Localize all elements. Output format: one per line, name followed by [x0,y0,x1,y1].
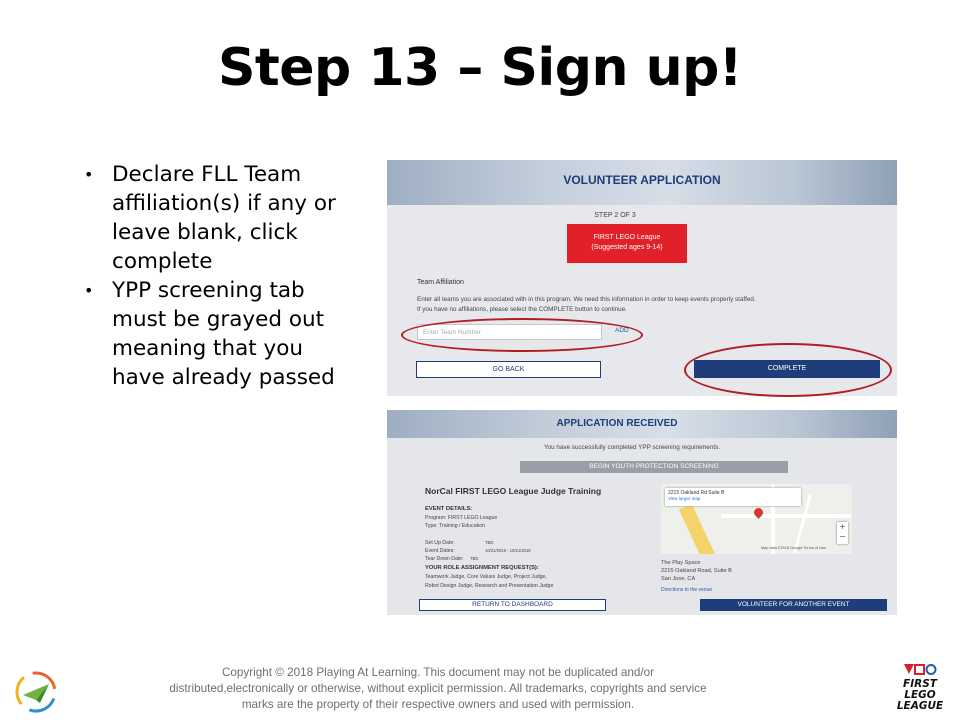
instruction-list [82,160,342,392]
view-larger-map-link[interactable]: View larger map [668,496,701,501]
go-back-button[interactable]: GO BACK [416,361,601,378]
event-dates-value: 10/21/2018 - 10/21/2018 [485,548,531,553]
return-to-dashboard-button[interactable]: RETURN TO DASHBOARD [419,599,606,611]
set-up-date-value: TBD [485,540,494,545]
set-up-date-label: Set Up Date: [425,540,455,546]
map-card-address: 2215 Oakland Rd Suite B [668,490,725,496]
copyright-line-3: marks are the property of their respective owners and used with permission. [241,698,635,711]
event-dates-label: Event Dates: [425,548,455,554]
copyright-line-1: Copyright © 2018 Playing At Learning. This document may not be duplicated and/or [221,666,654,679]
map-zoom-controls[interactable]: + − [837,522,848,544]
slide-title: Step 13 – Sign up! [217,38,743,98]
venue-map[interactable] [661,484,852,554]
instruction-bullet-2: • YPP screening tab must be grayed out meaning that you have already passed [82,276,342,392]
copyright-line-2: distributed,electronically or otherwise, without explicit permission. All trademarks, copyrights and service [169,682,707,695]
venue-street: 2215 Oakland Road, Suite B [661,568,732,574]
event-type: Type: Training / Education [425,523,485,529]
copyright-notice [120,665,756,713]
venue-name: The Play Space [661,560,701,566]
fll-logo-league: LEAGUE [896,700,944,712]
affiliation-instructions: Enter all teams you are associated with in this program. We need this information in order to keep events properly staffed. [417,296,756,303]
volunteer-for-another-event-button[interactable]: VOLUNTEER FOR ANOTHER EVENT [700,599,887,611]
youth-protection-screening-button: BEGIN YOUTH PROTECTION SCREENING [520,461,788,473]
event-program: Program: FIRST LEGO League [425,515,498,521]
step-indicator: STEP 2 OF 3 [594,212,636,219]
tear-down-date-value: TBD [470,556,479,561]
fll-logo-first: FIRST [903,678,937,690]
application-received-screenshot [387,410,897,615]
ypp-status-message: You have successfully completed YPP screening requirements. [544,444,720,451]
program-name: FIRST LEGO League [593,234,661,241]
venue-city: San Jose, CA [661,576,696,582]
complete-button[interactable]: COMPLETE [694,360,880,378]
application-received-title: APPLICATION RECEIVED [556,418,678,429]
instruction-bullet-1: • Declare FLL Team affiliation(s) if any or leave blank, click complete [82,160,342,276]
program-card[interactable] [567,224,687,263]
volunteer-application-title: VOLUNTEER APPLICATION [563,173,721,187]
map-road [721,514,851,518]
first-lego-league-logo [894,662,946,716]
map-info-card [665,488,801,506]
map-road [679,504,717,554]
playing-at-learning-logo [14,670,58,714]
event-title: NorCal FIRST LEGO League Judge Training [425,486,602,496]
program-ages: (Suggested ages 9-14) [591,244,663,251]
team-affiliation-heading: Team Affiliation [417,279,464,286]
tear-down-date-label: Tear Down Date: [425,556,464,562]
affiliation-note: If you have no affiliations, please select the COMPLETE button to continue. [417,306,627,313]
role-list-line-2: Robot Design Judge, Research and Presentation Judge [425,583,554,589]
team-input-highlight [401,318,643,352]
complete-button-highlight [684,343,892,397]
add-team-link[interactable]: ADD [615,327,629,334]
map-attribution: Map data ©2018 Google Terms of Use [761,546,826,550]
event-details-heading: EVENT DETAILS: [425,506,473,512]
role-list-line-1: Teamwork Judge, Core Values Judge, Project Judge, [425,574,547,580]
fll-logo-lego: LEGO [904,689,936,701]
directions-link[interactable]: Directions to the venue [661,587,713,593]
role-assignment-heading: YOUR ROLE ASSIGNMENT REQUEST(S): [425,565,539,571]
